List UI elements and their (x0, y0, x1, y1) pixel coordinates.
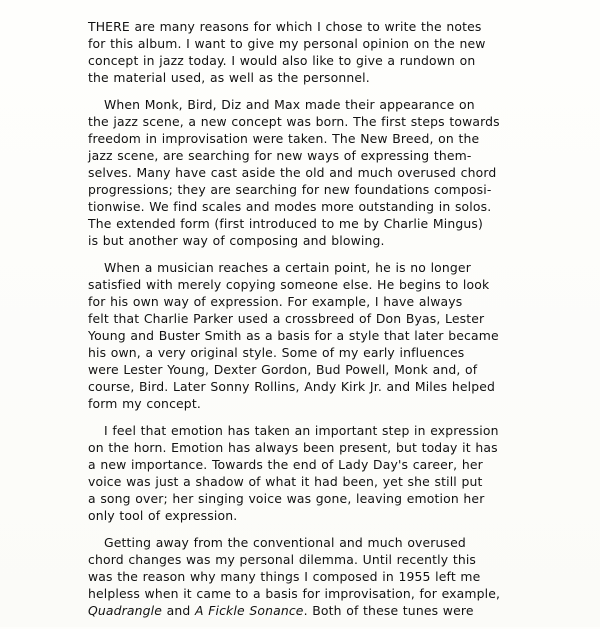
text-line: When a musician reaches a certain point, he is no longer (104, 260, 471, 275)
text-line: satisfied with merely copying someone else. He begins to look (88, 277, 490, 292)
tune-title-a-fickle-sonance: A Fickle Sonance (195, 603, 304, 618)
text-line: for this album. I want to give my personal opinion on the new (88, 36, 486, 51)
text-line: When Monk, Bird, Diz and Max made their appearance on (104, 97, 475, 112)
text-line: chord changes was my personal dilemma. Until recently this (88, 552, 477, 567)
text-line: was the reason why many things I composed in 1955 left me (88, 569, 481, 584)
tune-title-quadrangle: Quadrangle (88, 603, 163, 618)
text-line: course, Bird. Later Sonny Rollins, Andy Kirk Jr. and Miles helped (88, 379, 496, 394)
text-line: Young and Buster Smith as a basis for a style that later became (88, 328, 499, 343)
text-and: and (162, 603, 195, 618)
text-line: the jazz scene, a new concept was born. The first steps towards (88, 114, 500, 129)
paragraph-5 (88, 534, 506, 619)
paragraph-4 (88, 422, 506, 524)
text-line: only tool of expression. (88, 508, 238, 523)
text-line: THERE are many reasons for which I chose to write the notes (88, 19, 482, 34)
text-line: form my concept. (88, 396, 201, 411)
text-line: voice was just a shadow of what it had been, yet she still put (88, 474, 483, 489)
liner-notes-text (88, 18, 506, 629)
text-line: for his own way of expression. For example, I have always (88, 294, 463, 309)
text-line: concept in jazz today. I would also like to give a rundown on (88, 53, 476, 68)
text-line: the material used, as well as the personnel. (88, 70, 370, 85)
paragraph-3 (88, 259, 506, 412)
text-line: progressions; they are searching for new foundations composi- (88, 182, 492, 197)
paragraph-2 (88, 96, 506, 249)
text-line: tionwise. We find scales and modes more outstanding in solos. (88, 199, 492, 214)
text-line: helpless when it came to a basis for improvisation, for example, (88, 586, 501, 601)
text-line: felt that Charlie Parker used a crossbreed of Don Byas, Lester (88, 311, 485, 326)
text-line: a song over; her singing voice was gone, leaving emotion her (88, 491, 485, 506)
text-line: a new importance. Towards the end of Lady Day's career, her (88, 457, 483, 472)
text-line: on the horn. Emotion has always been present, but today it has (88, 440, 498, 455)
text-line: his own, a very original style. Some of my early influences (88, 345, 465, 360)
text-rest: . Both of these tunes were (303, 603, 474, 618)
text-line: were Lester Young, Dexter Gordon, Bud Powell, Monk and, of (88, 362, 478, 377)
text-line: is but another way of composing and blowing. (88, 233, 385, 248)
text-line: The extended form (first introduced to me by Charlie Mingus) (88, 216, 483, 231)
text-line: jazz scene, are searching for new ways of expressing them- (88, 148, 472, 163)
paragraph-1 (88, 18, 506, 86)
text-line (88, 602, 506, 619)
text-line: selves. Many have cast aside the old and much overused chord (88, 165, 497, 180)
text-line: I feel that emotion has taken an important step in expression (104, 423, 499, 438)
text-line: Getting away from the conventional and much overused (104, 535, 466, 550)
text-line: freedom in improvisation were taken. The New Breed, on the (88, 131, 480, 146)
